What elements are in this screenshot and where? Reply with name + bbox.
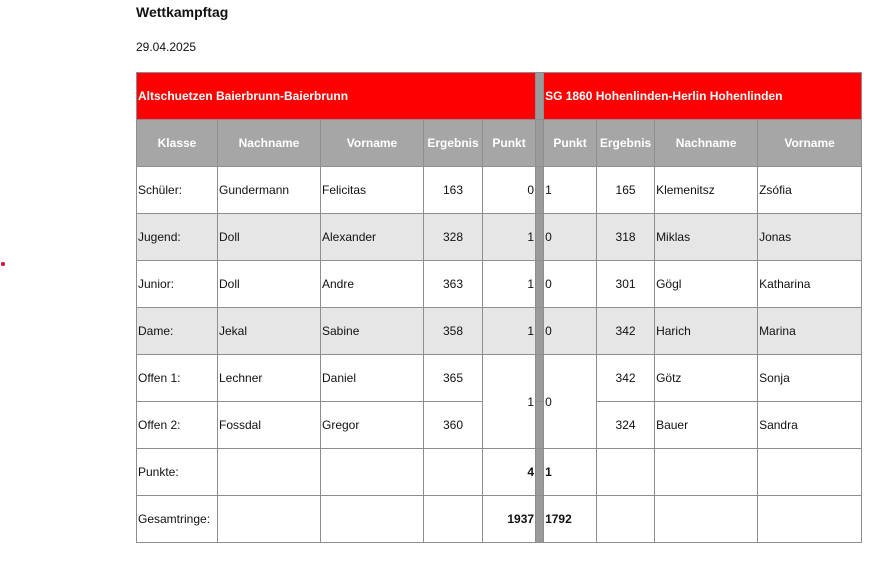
punkte-right-total: 1 (544, 449, 597, 496)
column-separator (536, 496, 544, 543)
punkte-left-total: 4 (483, 449, 536, 496)
nachname-right-cell: Miklas (655, 214, 758, 261)
punkt-right-cell: 0 (544, 261, 597, 308)
vorname-right-cell: Sandra (758, 402, 862, 449)
vorname-left-cell: Daniel (321, 355, 424, 402)
empty-cell (655, 449, 758, 496)
ergebnis-left-cell: 328 (424, 214, 483, 261)
klasse-cell: Schüler: (137, 167, 218, 214)
vorname-left-cell: Sabine (321, 308, 424, 355)
empty-cell (655, 496, 758, 543)
empty-cell (758, 449, 862, 496)
klasse-cell: Dame: (137, 308, 218, 355)
column-separator (536, 308, 544, 355)
ergebnis-right-cell: 318 (597, 214, 655, 261)
team-left-name: Altschuetzen Baierbrunn-Baierbrunn (137, 73, 536, 120)
punkte-row (137, 449, 862, 496)
column-separator (536, 120, 544, 167)
ergebnis-right-cell: 342 (597, 308, 655, 355)
competition-date: 29.04.2025 (136, 40, 197, 54)
column-separator (536, 449, 544, 496)
empty-cell (218, 496, 321, 543)
ergebnis-left-cell: 363 (424, 261, 483, 308)
ergebnis-right-cell: 165 (597, 167, 655, 214)
nachname-right-cell: Harich (655, 308, 758, 355)
column-separator (536, 167, 544, 214)
vorname-left-cell: Felicitas (321, 167, 424, 214)
table-row (137, 355, 862, 402)
punkt-left-cell: 1 (483, 308, 536, 355)
ergebnis-left-cell: 163 (424, 167, 483, 214)
table-row (137, 167, 862, 214)
empty-cell (597, 449, 655, 496)
header-klasse: Klasse (137, 120, 218, 167)
header-nachname-right: Nachname (655, 120, 758, 167)
empty-cell (758, 496, 862, 543)
table-row (137, 308, 862, 355)
results-table (136, 72, 862, 543)
empty-cell (321, 449, 424, 496)
vorname-right-cell: Jonas (758, 214, 862, 261)
empty-cell (597, 496, 655, 543)
empty-cell (321, 496, 424, 543)
punkt-left-cell: 1 (483, 214, 536, 261)
gesamtringe-left-total: 1937 (483, 496, 536, 543)
vorname-right-cell: Katharina (758, 261, 862, 308)
klasse-cell: Jugend: (137, 214, 218, 261)
column-separator (536, 261, 544, 308)
nachname-right-cell: Klemenitsz (655, 167, 758, 214)
nachname-left-cell: Doll (218, 261, 321, 308)
ergebnis-right-cell: 324 (597, 402, 655, 449)
header-nachname-left: Nachname (218, 120, 321, 167)
column-separator (536, 402, 544, 449)
red-dot-marker (1, 262, 5, 266)
nachname-left-cell: Gundermann (218, 167, 321, 214)
ergebnis-right-cell: 301 (597, 261, 655, 308)
empty-cell (424, 496, 483, 543)
klasse-cell: Offen 1: (137, 355, 218, 402)
table-row (137, 214, 862, 261)
vorname-left-cell: Gregor (321, 402, 424, 449)
header-vorname-left: Vorname (321, 120, 424, 167)
header-ergebnis-left: Ergebnis (424, 120, 483, 167)
punkt-right-cell: 0 (544, 214, 597, 261)
header-ergebnis-right: Ergebnis (597, 120, 655, 167)
nachname-right-cell: Götz (655, 355, 758, 402)
ergebnis-left-cell: 360 (424, 402, 483, 449)
column-separator (536, 355, 544, 402)
vorname-right-cell: Zsófia (758, 167, 862, 214)
vorname-left-cell: Alexander (321, 214, 424, 261)
vorname-right-cell: Sonja (758, 355, 862, 402)
offen-punkt-left-cell: 1 (483, 355, 536, 449)
column-separator (536, 214, 544, 261)
empty-cell (424, 449, 483, 496)
vorname-left-cell: Andre (321, 261, 424, 308)
offen-punkt-right-cell: 0 (544, 355, 597, 449)
page-title: Wettkampftag (136, 4, 229, 20)
klasse-cell: Offen 2: (137, 402, 218, 449)
ergebnis-left-cell: 365 (424, 355, 483, 402)
vorname-right-cell: Marina (758, 308, 862, 355)
ergebnis-right-cell: 342 (597, 355, 655, 402)
punkt-right-cell: 1 (544, 167, 597, 214)
gesamtringe-right-total: 1792 (544, 496, 597, 543)
punkte-label: Punkte: (137, 449, 218, 496)
nachname-left-cell: Jekal (218, 308, 321, 355)
column-header-row (137, 120, 862, 167)
nachname-left-cell: Lechner (218, 355, 321, 402)
column-separator (536, 73, 544, 120)
nachname-right-cell: Bauer (655, 402, 758, 449)
team-header-row (137, 73, 862, 120)
header-punkt-right: Punkt (544, 120, 597, 167)
team-right-name: SG 1860 Hohenlinden-Herlin Hohenlinden (544, 73, 862, 120)
klasse-cell: Junior: (137, 261, 218, 308)
nachname-right-cell: Gögl (655, 261, 758, 308)
nachname-left-cell: Doll (218, 214, 321, 261)
ergebnis-left-cell: 358 (424, 308, 483, 355)
nachname-left-cell: Fossdal (218, 402, 321, 449)
gesamtringe-label: Gesamtringe: (137, 496, 218, 543)
table-row (137, 261, 862, 308)
gesamtringe-row (137, 496, 862, 543)
punkt-right-cell: 0 (544, 308, 597, 355)
punkt-left-cell: 1 (483, 261, 536, 308)
header-punkt-left: Punkt (483, 120, 536, 167)
header-vorname-right: Vorname (758, 120, 862, 167)
punkt-left-cell: 0 (483, 167, 536, 214)
empty-cell (218, 449, 321, 496)
